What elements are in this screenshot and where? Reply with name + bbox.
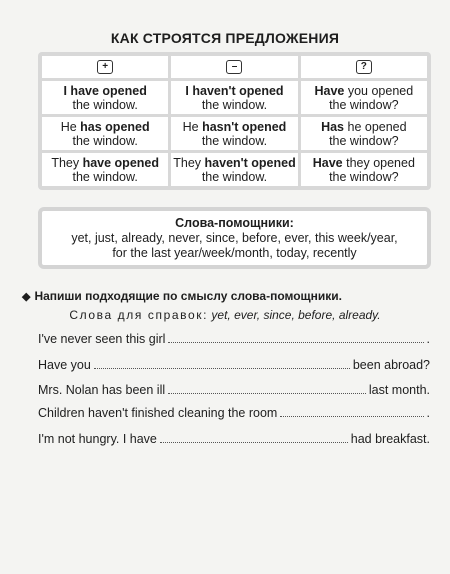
question-sign: ? (356, 60, 372, 74)
helper-words-line-2: for the last year/week/month, today, recently (112, 246, 357, 260)
table-cell: They haven't opened the window. (171, 153, 297, 186)
grammar-table (38, 52, 431, 190)
minus-sign: – (226, 60, 242, 74)
task-instruction: ◆ Напиши подходящие по смыслу слова-помощники. (22, 289, 343, 303)
exercise-line: Mrs. Nolan has been ill last month. (38, 383, 430, 397)
header-question (301, 56, 427, 78)
header-positive (42, 56, 168, 78)
exercise-line: I've never seen this girl . (38, 332, 430, 346)
answer-blank[interactable] (168, 392, 366, 394)
helper-words-box (38, 207, 431, 269)
table-cell: I have opened the window. (42, 81, 168, 114)
exercise-line: I'm not hungry. I have had breakfast. (38, 432, 430, 446)
page-title: КАК СТРОЯТСЯ ПРЕДЛОЖЕНИЯ (110, 30, 340, 46)
table-cell: Have they opened the window? (301, 153, 427, 186)
exercise-line: Children haven't finished cleaning the room . (38, 406, 430, 420)
answer-blank[interactable] (160, 441, 348, 443)
helper-words-line-1: yet, just, already, never, since, before, ever, this week/year, (71, 231, 398, 245)
answer-blank[interactable] (280, 415, 423, 417)
header-negative (171, 56, 297, 78)
grammar-grid (42, 56, 427, 186)
plus-sign: + (97, 60, 113, 74)
table-cell: They have opened the window. (42, 153, 168, 186)
diamond-bullet-icon: ◆ (22, 291, 31, 303)
table-cell: Have you opened the window? (301, 81, 427, 114)
reference-list: yet, ever, since, before, already. (211, 308, 381, 322)
table-cell: Has he opened the window? (301, 117, 427, 150)
helper-words-title: Слова-помощники: (175, 216, 294, 230)
answer-blank[interactable] (94, 367, 350, 369)
table-cell: He hasn't opened the window. (171, 117, 297, 150)
table-cell: I haven't opened the window. (171, 81, 297, 114)
exercise-line: Have you been abroad? (38, 358, 430, 372)
answer-blank[interactable] (168, 341, 423, 343)
table-cell: He has opened the window. (42, 117, 168, 150)
reference-words (0, 308, 450, 322)
reference-label: Слова для справок: (69, 308, 209, 322)
